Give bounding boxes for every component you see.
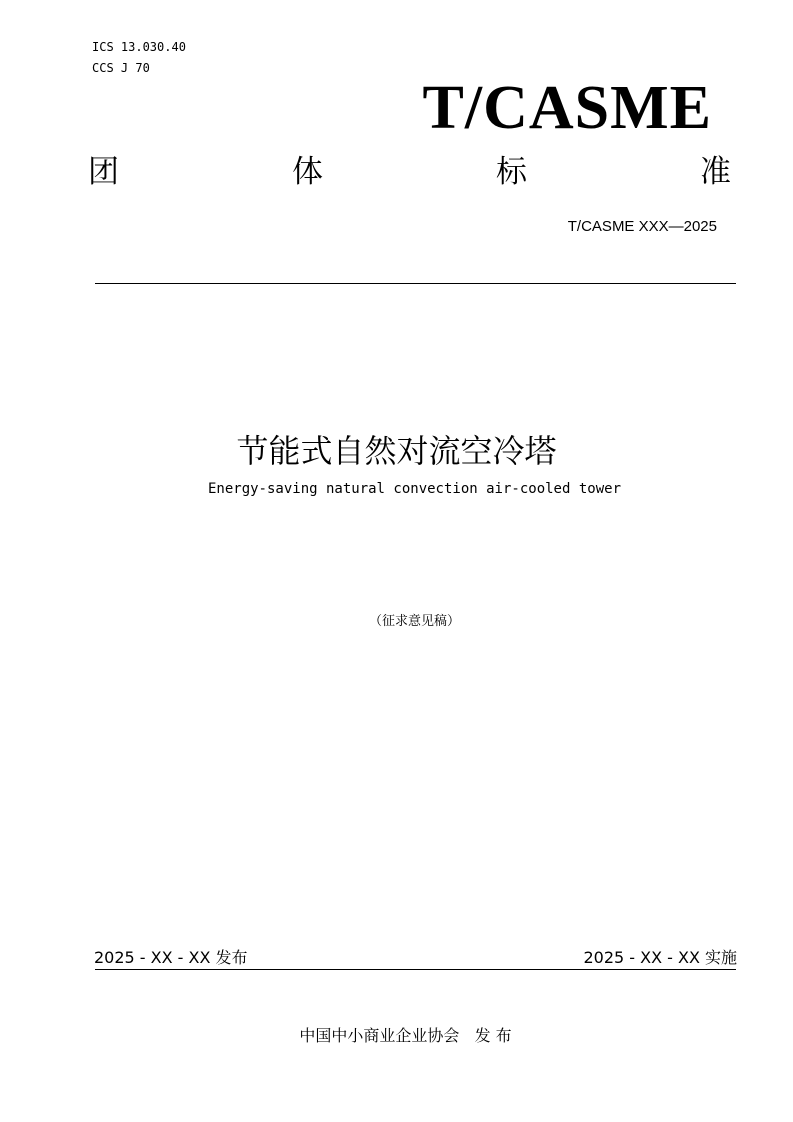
- footer-divider: [95, 969, 736, 970]
- ccs-code: CCS J 70: [92, 61, 150, 75]
- ics-code: ICS 13.030.40: [92, 40, 186, 54]
- implement-date: 2025 - XX - XX 实施: [583, 948, 737, 967]
- standard-number: T/CASME XXX—2025: [567, 218, 717, 235]
- standard-type-char: 标: [496, 154, 527, 190]
- document-title-en: Energy-saving natural convection air-cooled tower: [207, 481, 621, 497]
- standard-type-char: 准: [700, 154, 731, 190]
- publisher: 中国中小商业企业协会 发 布: [299, 1026, 512, 1045]
- standard-type-char: 团: [88, 154, 119, 190]
- standard-type-char: 体: [292, 154, 323, 190]
- issue-date: 2025 - XX - XX 发布: [94, 948, 248, 967]
- draft-status: （征求意见稿）: [368, 614, 460, 629]
- standard-type: [88, 150, 731, 194]
- document-title-cn: 节能式自然对流空冷塔: [236, 432, 557, 470]
- header-divider: [95, 283, 736, 284]
- standard-logo: T/CASME: [422, 74, 712, 142]
